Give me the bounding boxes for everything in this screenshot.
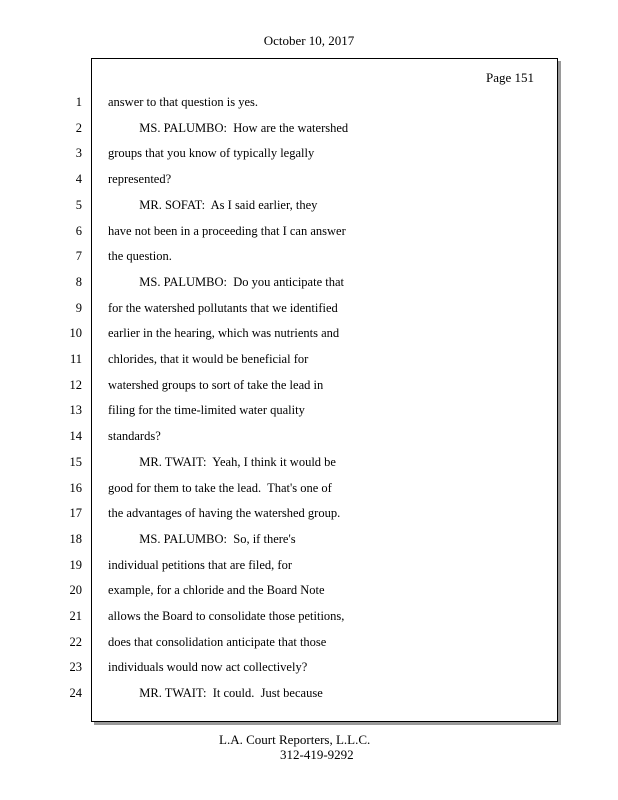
line-text: chlorides, that it would be beneficial for xyxy=(108,352,309,366)
transcript-line xyxy=(0,684,618,702)
line-number: 21 xyxy=(69,609,82,623)
line-number: 8 xyxy=(75,274,82,289)
line-text: MS. PALUMBO: How are the watershed xyxy=(108,120,349,135)
header-date: October 10, 2017 xyxy=(263,33,355,48)
line-number: 3 xyxy=(75,146,82,161)
line-number: 22 xyxy=(69,634,82,649)
line-text: allows the Board to consolidate those petitions, xyxy=(108,609,345,623)
line-number: 10 xyxy=(69,326,82,341)
transcript-line xyxy=(0,93,618,111)
line-number: 19 xyxy=(69,557,82,572)
line-text: MR. TWAIT: Yeah, I think it would be xyxy=(108,454,336,469)
line-text: for the watershed pollutants that we identified xyxy=(108,300,338,315)
page-number: Page 151 xyxy=(485,70,534,85)
transcript-line xyxy=(0,530,618,548)
line-text: watershed groups to sort of take the lead in xyxy=(108,377,324,392)
line-number: 15 xyxy=(69,454,82,469)
line-number: 23 xyxy=(69,660,82,675)
line-number: 13 xyxy=(69,403,82,418)
line-number: 11 xyxy=(69,352,82,366)
line-text: earlier in the hearing, which was nutrients and xyxy=(108,326,340,341)
transcript-line xyxy=(0,581,618,599)
transcript-line xyxy=(0,247,618,265)
line-text: represented? xyxy=(108,172,172,187)
transcript-line xyxy=(0,196,618,214)
line-number: 6 xyxy=(75,223,82,238)
transcript-line xyxy=(0,350,618,368)
transcript-line xyxy=(0,607,618,625)
transcript-line xyxy=(0,119,618,137)
line-number: 18 xyxy=(69,531,82,546)
transcript-line xyxy=(0,453,618,471)
line-number: 16 xyxy=(69,480,82,495)
transcript-line xyxy=(0,222,618,240)
line-text: does that consolidation anticipate that those xyxy=(108,634,327,649)
line-number: 14 xyxy=(69,429,82,444)
line-number: 17 xyxy=(69,506,82,521)
line-text: individuals would now act collectively? xyxy=(108,660,308,675)
transcript-line xyxy=(0,427,618,445)
line-text: MS. PALUMBO: So, if there's xyxy=(108,531,296,546)
transcript-line xyxy=(0,324,618,342)
line-number: 20 xyxy=(69,583,82,598)
line-text: filing for the time-limited water quality xyxy=(108,403,305,418)
line-text: standards? xyxy=(108,429,161,444)
line-text: good for them to take the lead. That's one of xyxy=(108,480,332,495)
line-text: MS. PALUMBO: Do you anticipate that xyxy=(108,274,344,289)
transcript-line xyxy=(0,170,618,188)
footer-company: L.A. Court Reporters, L.L.C. xyxy=(219,732,371,747)
transcript-line xyxy=(0,658,618,676)
transcript-line xyxy=(0,299,618,317)
line-number: 24 xyxy=(69,686,82,701)
transcript-line xyxy=(0,376,618,394)
line-text: the advantages of having the watershed group. xyxy=(108,506,341,521)
line-text: MR. TWAIT: It could. Just because xyxy=(108,686,323,701)
line-number: 5 xyxy=(75,197,82,212)
line-number: 9 xyxy=(75,300,82,315)
transcript-line xyxy=(0,401,618,419)
transcript-line xyxy=(0,556,618,574)
transcript-line xyxy=(0,144,618,162)
transcript-line xyxy=(0,504,618,522)
transcript-line xyxy=(0,633,618,651)
line-number: 2 xyxy=(75,120,82,135)
line-number: 1 xyxy=(75,95,82,109)
line-number: 12 xyxy=(69,377,82,392)
transcript-line xyxy=(0,273,618,291)
line-text: example, for a chloride and the Board Note xyxy=(108,583,325,598)
line-number: 7 xyxy=(75,249,82,264)
transcript-line xyxy=(0,479,618,497)
line-text: answer to that question is yes. xyxy=(108,95,258,109)
line-number: 4 xyxy=(75,172,82,187)
line-text: groups that you know of typically legally xyxy=(108,146,315,161)
line-text: individual petitions that are filed, for xyxy=(108,557,292,572)
line-text: MR. SOFAT: As I said earlier, they xyxy=(108,197,318,212)
line-text: the question. xyxy=(108,249,172,264)
footer-phone: 312-419-9292 xyxy=(280,747,354,762)
line-text: have not been in a proceeding that I can answer xyxy=(108,223,346,238)
